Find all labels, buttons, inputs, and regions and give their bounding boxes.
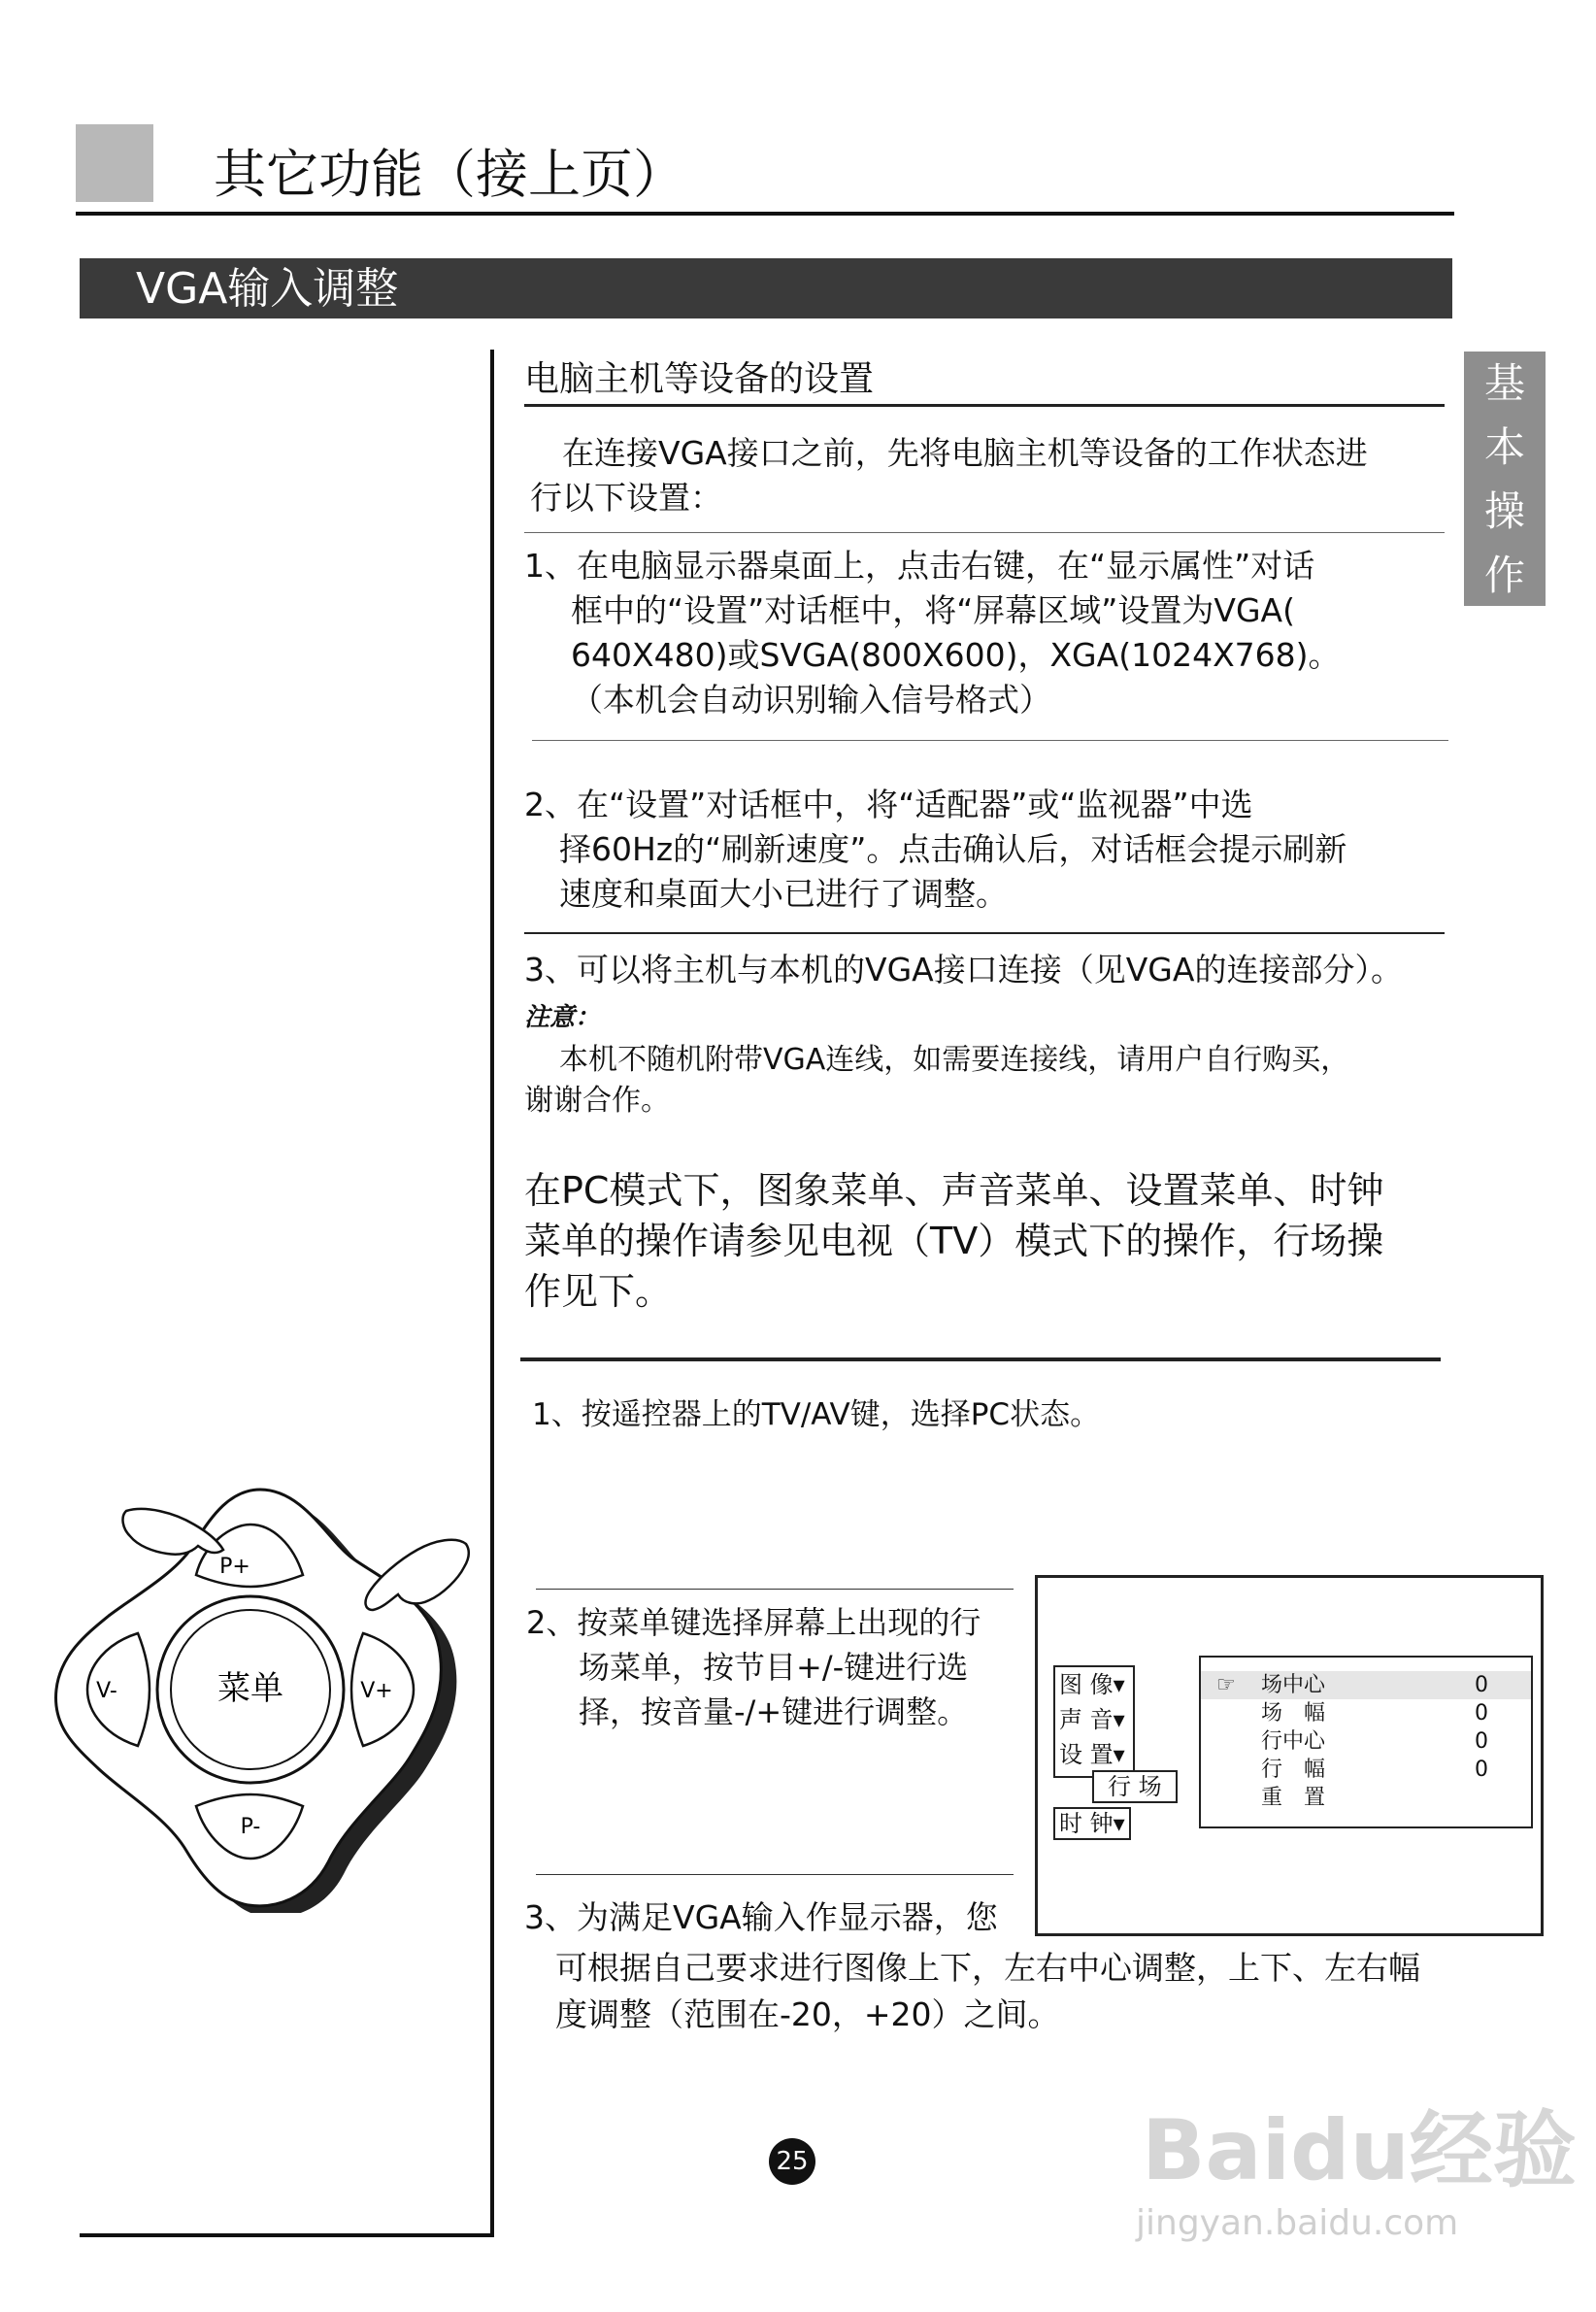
osd-menu-clock: 时 钟▾ [1053,1807,1131,1840]
menu-button-label: 菜单 [217,1669,283,1708]
step2-line: 2、在“设置”对话框中，将“适配器”或“监视器”中选 [524,786,1253,823]
op-step2-line: 场菜单，按节目+/-键进行选 [579,1649,969,1686]
op-step3-line: 可根据自己要求进行图像上下，左右中心调整，上下、左右幅 [555,1949,1420,1987]
remote-control-diagram [49,1486,476,1913]
side-tab [1464,352,1546,606]
osd-menu-item: 图 像▾ [1059,1671,1125,1698]
note-line: 谢谢合作。 [524,1084,670,1118]
intro-line: 行以下设置： [530,479,722,517]
watermark-logo: Baidu经验 [1142,2102,1577,2199]
section-title: VGA输入调整 [136,264,399,314]
side-tab-char: 本 [1483,423,1525,471]
osd-row-label: 行中心 [1261,1729,1326,1754]
divider [532,740,1448,741]
divider [536,1589,1014,1590]
divider [536,1874,1014,1875]
step2-line: 择60Hz的“刷新速度”。点击确认后，对话框会提示刷新 [559,830,1347,868]
side-tab-char: 作 [1483,552,1525,599]
v-minus-label: V- [96,1679,117,1703]
pc-mode-line: 作见下。 [524,1270,673,1313]
osd-row [1201,1784,1531,1812]
intro-line: 在连接VGA接口之前，先将电脑主机等设备的工作状态进 [530,434,1368,472]
step1-line: 框中的“设置”对话框中，将“屏幕区域”设置为VGA( [571,591,1295,629]
p-plus-label: P+ [219,1555,250,1579]
osd-row [1201,1699,1531,1727]
hand-pointer-icon: ☞ [1216,1673,1236,1697]
side-tab-char: 操 [1483,487,1525,535]
step3-line: 3、可以将主机与本机的VGA接口连接（见VGA的连接部分）。 [524,951,1403,988]
section-heading: 电脑主机等设备的设置 [524,359,875,399]
osd-row-value: 0 [1475,1758,1488,1782]
note-label: 注意： [524,1003,601,1032]
osd-row [1201,1756,1531,1784]
osd-menu-diagram [1035,1575,1544,1936]
divider [524,932,1445,934]
osd-row-label: 场 幅 [1261,1701,1326,1726]
page-number: 25 [769,2138,815,2185]
note-line: 本机不随机附带VGA连线，如需要连接线，请用户自行购买， [530,1043,1350,1077]
bottom-rule [80,2233,494,2237]
osd-row [1201,1727,1531,1756]
op-step2-line: 择，按音量-/+键进行调整。 [579,1693,969,1730]
osd-row-value: 0 [1475,1729,1488,1754]
osd-menu-active: 行 场 [1092,1770,1178,1803]
v-plus-label: V+ [360,1679,393,1703]
step1-line: 640X480)或SVGA(800X600)，XGA(1024X768)。 [571,636,1341,674]
osd-row [1201,1671,1531,1699]
osd-row-label: 行 幅 [1261,1758,1326,1782]
osd-adjust-panel [1199,1656,1533,1828]
step2-line: 速度和桌面大小已进行了调整。 [559,875,1008,913]
divider [524,532,1445,533]
op-step2-line: 2、按菜单键选择屏幕上出现的行 [526,1604,981,1641]
watermark-url: jingyan.baidu.com [1136,2203,1459,2243]
heading-rule [524,404,1445,407]
osd-row-label: 重 置 [1261,1786,1326,1810]
pc-mode-line: 菜单的操作请参见电视（TV）模式下的操作，行场操 [524,1220,1384,1262]
step1-line: （本机会自动识别输入信号格式） [571,681,1051,719]
osd-row-value: 0 [1475,1673,1488,1697]
op-step3-line: 3、为满足VGA输入作显示器，您 [524,1898,998,1936]
op-step3-line: 度调整（范围在-20，+20）之间。 [555,1995,1060,2033]
title-rule [76,212,1454,216]
op-step1: 1、按遥控器上的TV/AV键，选择PC状态。 [532,1397,1101,1432]
osd-menu-item: 声 音▾ [1059,1706,1125,1733]
osd-row-label: 场中心 [1261,1673,1326,1697]
side-tab-char: 基 [1483,359,1525,407]
osd-menu-item: 设 置▾ [1059,1741,1125,1768]
header-square [76,124,153,202]
section-rule [520,1357,1441,1361]
hand-pointer-icon [366,1540,469,1610]
p-minus-label: P- [240,1815,261,1839]
vertical-separator [490,350,494,2237]
page-title: 其它功能（接上页） [214,144,685,205]
pc-mode-line: 在PC模式下，图象菜单、声音菜单、设置菜单、时钟 [524,1169,1384,1212]
osd-menu-stack [1053,1665,1135,1778]
osd-row-value: 0 [1475,1701,1488,1726]
step1-line: 1、在电脑显示器桌面上，点击右键，在“显示属性”对话 [524,547,1315,585]
